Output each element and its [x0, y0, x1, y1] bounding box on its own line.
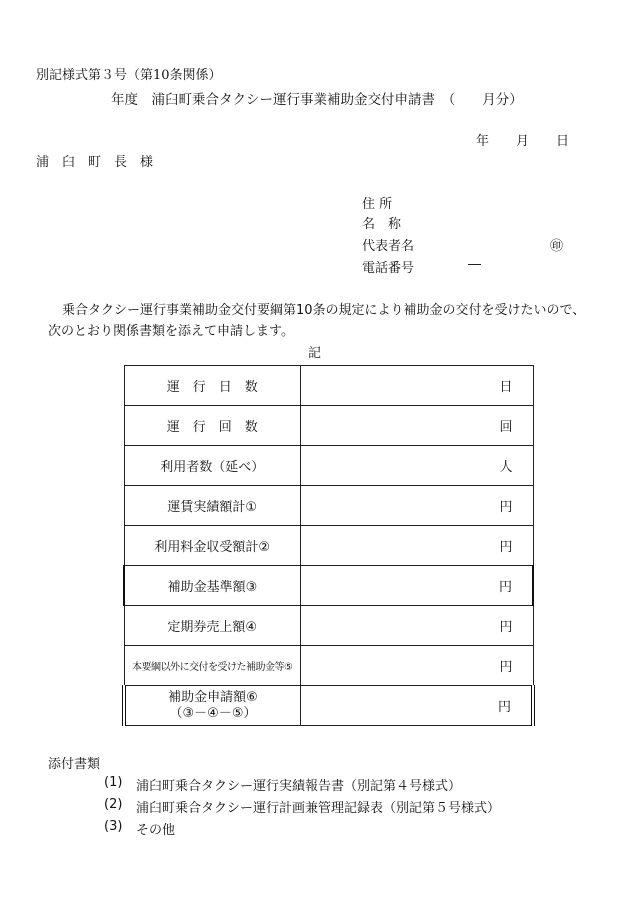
table-row: [124, 486, 533, 526]
row-unit: 回: [301, 406, 534, 446]
table-row: [124, 406, 533, 446]
row-unit: 円: [301, 486, 534, 526]
row-label: 定期券売上額④: [124, 606, 301, 646]
row-label: 利用料金収受額計②: [124, 526, 301, 566]
row-unit: 日: [301, 366, 534, 406]
name-label: 名 称: [362, 217, 402, 232]
attachment-num: (1): [104, 775, 123, 790]
phone-label: 電話番号: [362, 261, 415, 276]
row-unit: 円: [301, 686, 534, 726]
row-label: 運賃実績額計①: [124, 486, 301, 526]
row-label: 補助金基準額③: [124, 566, 301, 606]
row-label: 利用者数（延べ）: [124, 446, 301, 486]
addressee: 浦 臼 町 長 様: [36, 155, 154, 170]
document-title: 年度 浦臼町乗合タクシー運行事業補助金交付申請書 （ 月分）: [111, 92, 523, 108]
row-label: 運 行 日 数: [124, 366, 301, 406]
row-unit: 円: [301, 566, 534, 606]
attachment-item: 浦臼町乗合タクシー運行計画兼管理記録表（別記第５号様式）: [136, 801, 501, 816]
table-row: [124, 606, 533, 646]
date-year: 年: [476, 134, 490, 149]
table-row-highlight: [124, 566, 533, 606]
row-label: 運 行 回 数: [124, 406, 301, 446]
table-row: [124, 526, 533, 566]
attachment-num: (2): [104, 797, 123, 812]
attachments-heading: 添付書類: [48, 757, 101, 772]
attachment-item: その他: [136, 823, 176, 838]
row-label-line2: （③－④－⑤）: [169, 705, 257, 721]
application-table: [122, 365, 535, 726]
row-unit: 人: [301, 446, 534, 486]
ki-heading: 記: [308, 346, 322, 361]
body-text-line1: 乗合タクシー運行事業補助金交付要綱第10条の規定により補助金の交付を受けたいので、: [62, 303, 586, 318]
attachment-item: 浦臼町乗合タクシー運行実績報告書（別記第４号様式）: [136, 779, 462, 794]
row-unit: 円: [301, 646, 534, 686]
row-unit: 円: [301, 606, 534, 646]
date-month: 月: [516, 134, 530, 149]
date-day: 日: [556, 134, 570, 149]
table-row: [124, 446, 533, 486]
row-label: 本要綱以外に交付を受けた補助金等⑤: [124, 646, 301, 686]
table-row-total: [124, 686, 533, 726]
representative-label: 代表者名: [362, 239, 415, 254]
phone-dash: ―: [468, 257, 481, 272]
attachment-num: (3): [104, 819, 123, 834]
row-unit: 円: [301, 526, 534, 566]
form-reference: 別記様式第３号（第10条関係）: [36, 68, 222, 83]
table-row: [124, 646, 533, 686]
row-label-line1: 補助金申請額⑥: [168, 689, 258, 705]
seal-mark: ㊞: [550, 239, 564, 254]
row-label: [124, 686, 301, 726]
address-label: 住 所: [362, 197, 393, 212]
table-row: [124, 366, 533, 406]
body-text-line2: 次のとおり関係書類を添えて申請します。: [48, 324, 294, 339]
